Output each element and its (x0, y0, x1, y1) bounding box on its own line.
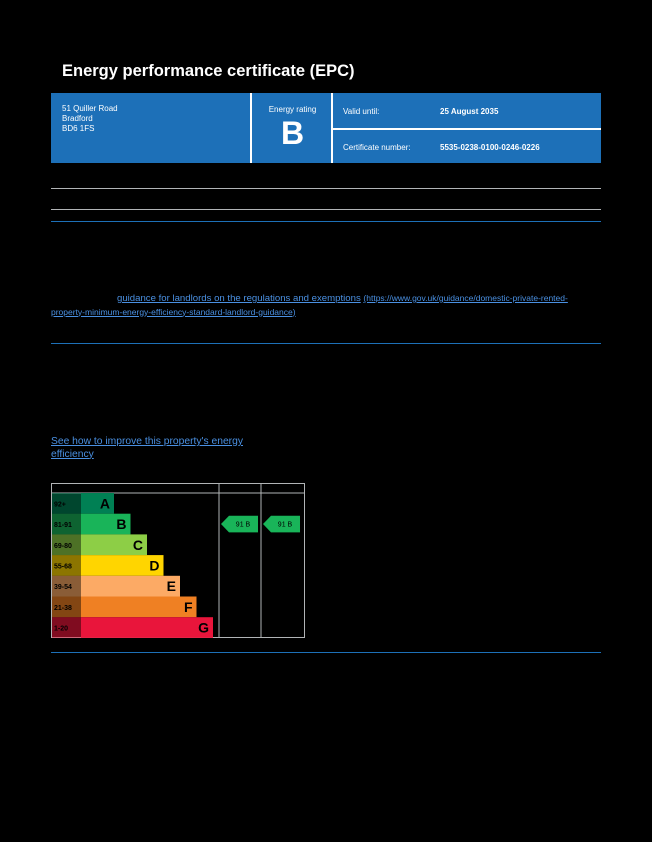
certificate-number-label: Certificate number: (343, 143, 411, 152)
band-letter: E (166, 578, 176, 595)
certificate-header (51, 93, 601, 163)
band-range-label: 92+ (54, 501, 66, 509)
band-range-label: 39-54 (54, 584, 72, 592)
valid-until-label: Valid until: (343, 107, 380, 116)
band-letter: D (149, 557, 160, 574)
band-range-label: 55-68 (54, 563, 72, 571)
improve-energy-efficiency-link[interactable]: See how to improve this property's energy efficiency (51, 436, 243, 460)
landlord-guidance-url[interactable]: (https://www.gov.uk/guidance/domestic-private-rented-property-minimum-energy-efficiency-standard-landlord-guidance) (51, 293, 568, 317)
current-rating-label: 91 B (235, 521, 251, 529)
section-divider (51, 343, 601, 344)
potential-rating-label: 91 B (277, 521, 293, 529)
band-bar-e (81, 576, 180, 597)
band-letter: F (183, 598, 193, 615)
energy-rating-letter: B (280, 115, 305, 151)
header-divider (250, 93, 252, 163)
header-row-divider (333, 128, 601, 130)
energy-efficiency-chart (51, 483, 305, 638)
page-title: Energy performance certificate (EPC) (62, 62, 355, 80)
address-line-1: 51 Quiller Road (62, 104, 118, 113)
landlord-guidance-paragraph (51, 292, 591, 319)
property-address (62, 104, 118, 134)
band-letter: B (116, 516, 127, 533)
band-letter: C (132, 536, 143, 553)
landlord-guidance-link[interactable]: guidance for landlords on the regulations and exemptions (117, 293, 361, 304)
address-line-3: BD6 1FS (62, 124, 95, 133)
address-line-2: Bradford (62, 114, 93, 123)
band-letter: A (99, 495, 110, 512)
band-range-label: 69-80 (54, 542, 72, 550)
certificate-number-value: 5535-0238-0100-0246-0226 (440, 143, 540, 152)
section-divider (51, 221, 601, 222)
band-range-label: 21-38 (54, 604, 72, 612)
valid-until-value: 25 August 2035 (440, 107, 499, 116)
band-range-label: 1-20 (54, 625, 69, 633)
band-bar-f (81, 597, 197, 618)
section-divider (51, 188, 601, 189)
energy-rating-label: Energy rating (268, 105, 317, 114)
section-divider (51, 209, 601, 210)
band-letter: G (198, 619, 209, 636)
band-range-label: 81-91 (54, 522, 72, 530)
band-bar-g (81, 617, 213, 638)
section-divider (51, 652, 601, 653)
